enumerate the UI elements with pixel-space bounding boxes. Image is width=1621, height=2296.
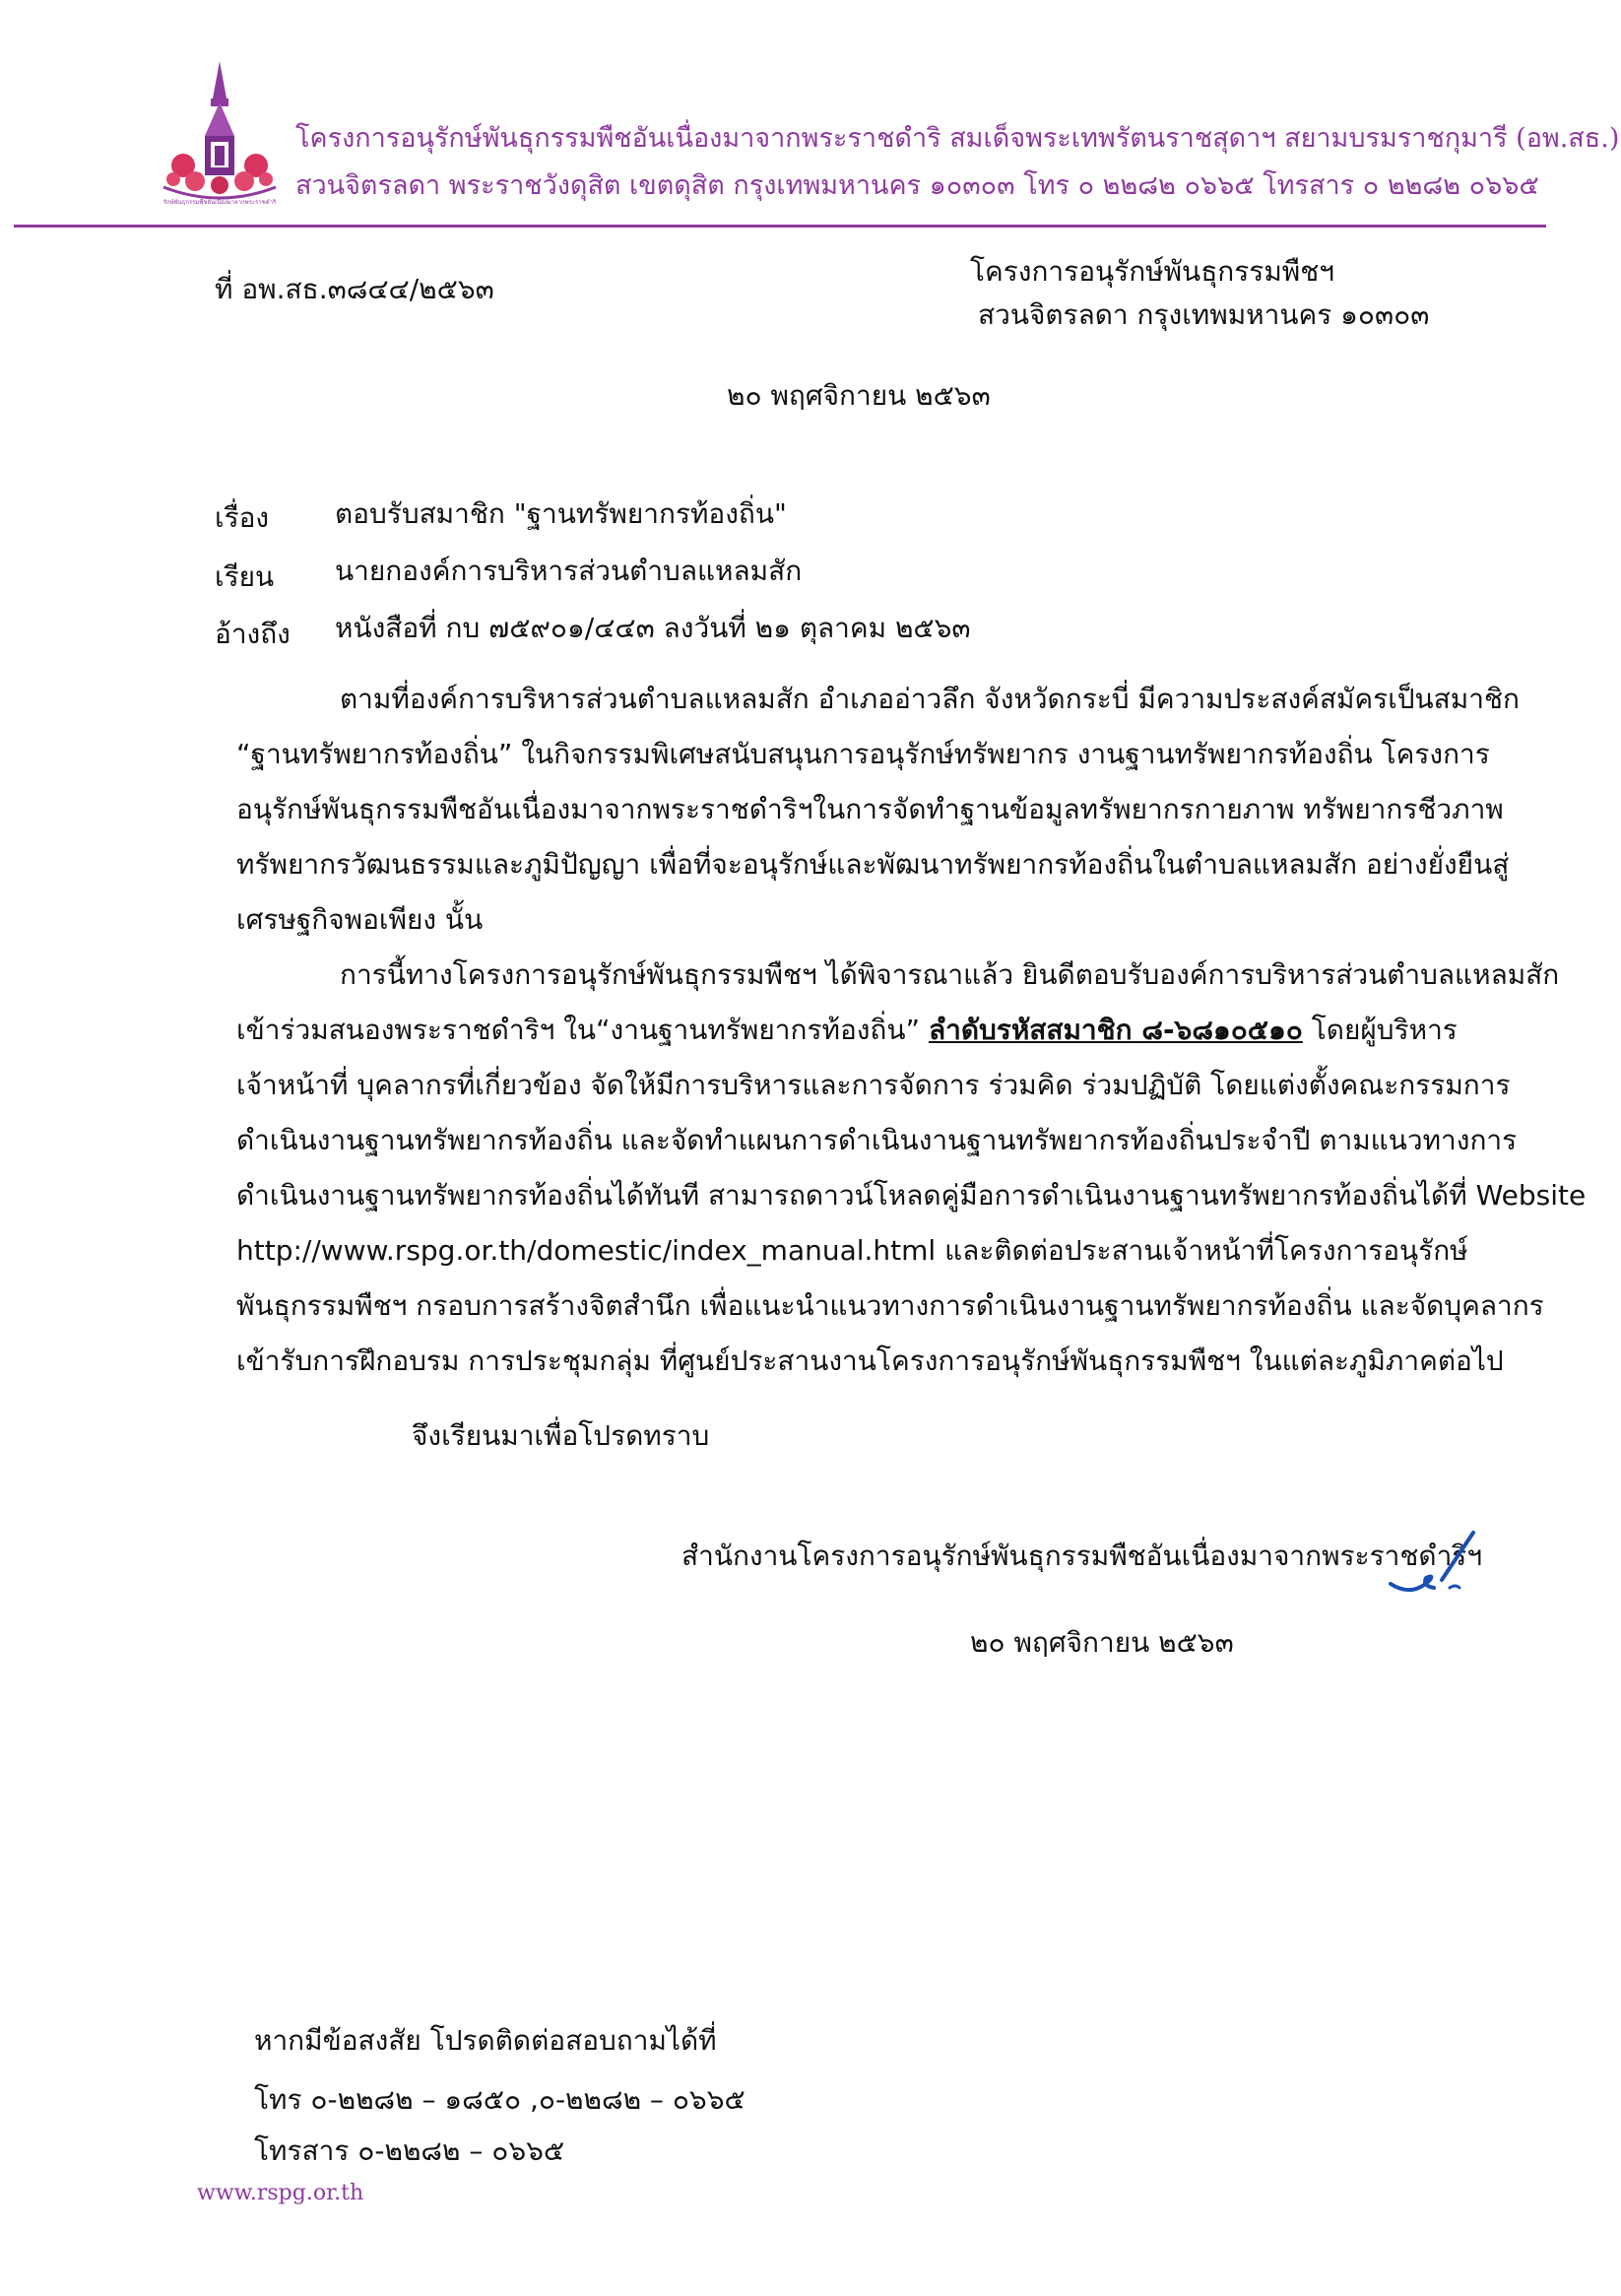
paragraph-1-line: อนุรักษ์พันธุกรรมพืชอันเนื่องมาจากพระราชดำริฯในการจัดทำฐานข้อมูลทรัพยากรกายภาพ ทรัพยากรชีวภาพ — [236, 793, 1504, 825]
signature-date: ๒๐ พฤศจิกายน ๒๕๖๓ — [970, 1626, 1234, 1659]
sender-address-line-2: สวนจิตรลดา กรุงเทพมหานคร ๑๐๓๐๓ — [978, 298, 1430, 331]
contact-heading: หากมีข้อสงสัย โปรดติดต่อสอบถามได้ที่ — [254, 2024, 717, 2057]
paragraph-1-line: ทรัพยากรวัฒนธรรมและภูมิปัญญา เพื่อที่จะอนุรักษ์และพัฒนาทรัพยากรท้องถิ่นในตำบลแหลมสัก อย่างยั่งยืนสู่ — [236, 848, 1510, 881]
reference-label: อ้างถึง — [215, 618, 291, 650]
paragraph-2-line — [236, 1009, 1458, 1052]
reference-text: หนังสือที่ กบ ๗๕๙๐๑/๔๔๓ ลงวันที่ ๒๑ ตุลาคม ๒๕๖๓ — [335, 612, 971, 644]
paragraph-1-line: “ฐานทรัพยากรท้องถิ่น” ในกิจกรรมพิเศษสนับสนุนการอนุรักษ์ทรัพยากร งานฐานทรัพยากรท้องถิ่น โครงการ — [236, 738, 1490, 770]
reference-number: ที่ อพ.สธ.๓๘๔๔/๒๕๖๓ — [215, 273, 494, 305]
rspg-emblem-logo — [146, 59, 293, 207]
member-code: ลำดับรหัสสมาชิก ๘-๖๘๑๐๕๑๐ — [928, 1014, 1303, 1046]
paragraph-2-line: เข้ารับการฝึกอบรม การประชุมกลุ่ม ที่ศูนย์ประสานงานโครงการอนุรักษ์พันธุกรรมพืชฯ ในแต่ละภูมิภาคต่อไป — [236, 1345, 1504, 1377]
recipient-text: นายกองค์การบริหารส่วนตำบลแหลมสัก — [335, 555, 803, 587]
paragraph-1-line: ตามที่องค์การบริหารส่วนตำบลแหลมสัก อำเภออ่าวลึก จังหวัดกระบี่ มีความประสงค์สมัครเป็นสมาชิก — [340, 683, 1520, 715]
logo-caption: รักษ์พันธุกรรมพืชอันเนื่องมาจากพระราชดำริ — [162, 199, 277, 206]
contact-phone: โทร ๐-๒๒๘๒ – ๑๘๕๐ ,๐-๒๒๘๒ – ๐๖๖๕ — [254, 2083, 746, 2116]
paragraph-2-line: ดำเนินงานฐานทรัพยากรท้องถิ่น และจัดทำแผนการดำเนินงานฐานทรัพยากรท้องถิ่นประจำปี ตามแนวทางการ — [236, 1124, 1518, 1156]
letterhead-line-1: โครงการอนุรักษ์พันธุกรรมพืชอันเนื่องมาจากพระราชดำริ สมเด็จพระเทพรัตนราชสุดาฯ สยามบรมราชกุมารี (อพ.สธ.) — [295, 123, 1620, 154]
subject-text: ตอบรับสมาชิก "ฐานทรัพยากรท้องถิ่น" — [335, 497, 787, 530]
letter-date: ๒๐ พฤศจิกายน ๒๕๖๓ — [727, 379, 991, 412]
subject-label: เรื่อง — [215, 501, 270, 534]
manual-url-line: http://www.rspg.or.th/domestic/index_manual.html และติดต่อประสานเจ้าหน้าที่โครงการอนุรักษ์ — [236, 1234, 1468, 1267]
paragraph-2-line2-pre: เข้าร่วมสนองพระราชดำริฯ ใน“งานฐานทรัพยากรท้องถิ่น” — [236, 1014, 929, 1046]
footer-url: www.rspg.or.th — [197, 2181, 364, 2205]
paragraph-2-line: ดำเนินงานฐานทรัพยากรท้องถิ่นได้ทันที สามารถดาวน์โหลดคู่มือการดำเนินงานฐานทรัพยากรท้องถิ่นได้ที่ Website — [236, 1179, 1587, 1212]
sender-address-line-1: โครงการอนุรักษ์พันธุกรรมพืชฯ — [970, 255, 1334, 288]
paragraph-1-line: เศรษฐกิจพอเพียง นั้น — [236, 903, 484, 936]
contact-fax: โทรสาร ๐-๒๒๘๒ – ๐๖๖๕ — [254, 2134, 565, 2167]
paragraph-2-line: การนี้ทางโครงการอนุรักษ์พันธุกรรมพืชฯ ได้พิจารณาแล้ว ยินดีตอบรับองค์การบริหารส่วนตำบลแหลมสัก — [340, 958, 1560, 991]
signatory: สำนักงานโครงการอนุรักษ์พันธุกรรมพืชอันเนื่องมาจากพระราชดำริฯ — [681, 1540, 1483, 1572]
recipient-label: เรียน — [215, 560, 275, 593]
paragraph-2-line2-post: โดยผู้บริหาร — [1302, 1014, 1458, 1046]
signature-mark — [1383, 1529, 1481, 1609]
letterhead-divider — [14, 225, 1546, 228]
paragraph-2-line: เจ้าหน้าที่ บุคลากรที่เกี่ยวข้อง จัดให้มีการบริหารและการจัดการ ร่วมคิด ร่วมปฏิบัติ โดยแต่งตั้งคณะกรรมการ — [236, 1069, 1511, 1101]
paragraph-2-line: พันธุกรรมพืชฯ กรอบการสร้างจิตสำนึก เพื่อแนะนำแนวทางการดำเนินงานฐานทรัพยากรท้องถิ่น และจัดบุคลากร — [236, 1289, 1544, 1322]
closing-text: จึงเรียนมาเพื่อโปรดทราบ — [412, 1419, 710, 1452]
letterhead-line-2: สวนจิตรลดา พระราชวังดุสิต เขตดุสิต กรุงเทพมหานคร ๑๐๓๐๓ โทร ๐ ๒๒๘๒ ๐๖๖๕ โทรสาร ๐ ๒๒๘๒ ๐๖๖๕ — [295, 170, 1539, 201]
